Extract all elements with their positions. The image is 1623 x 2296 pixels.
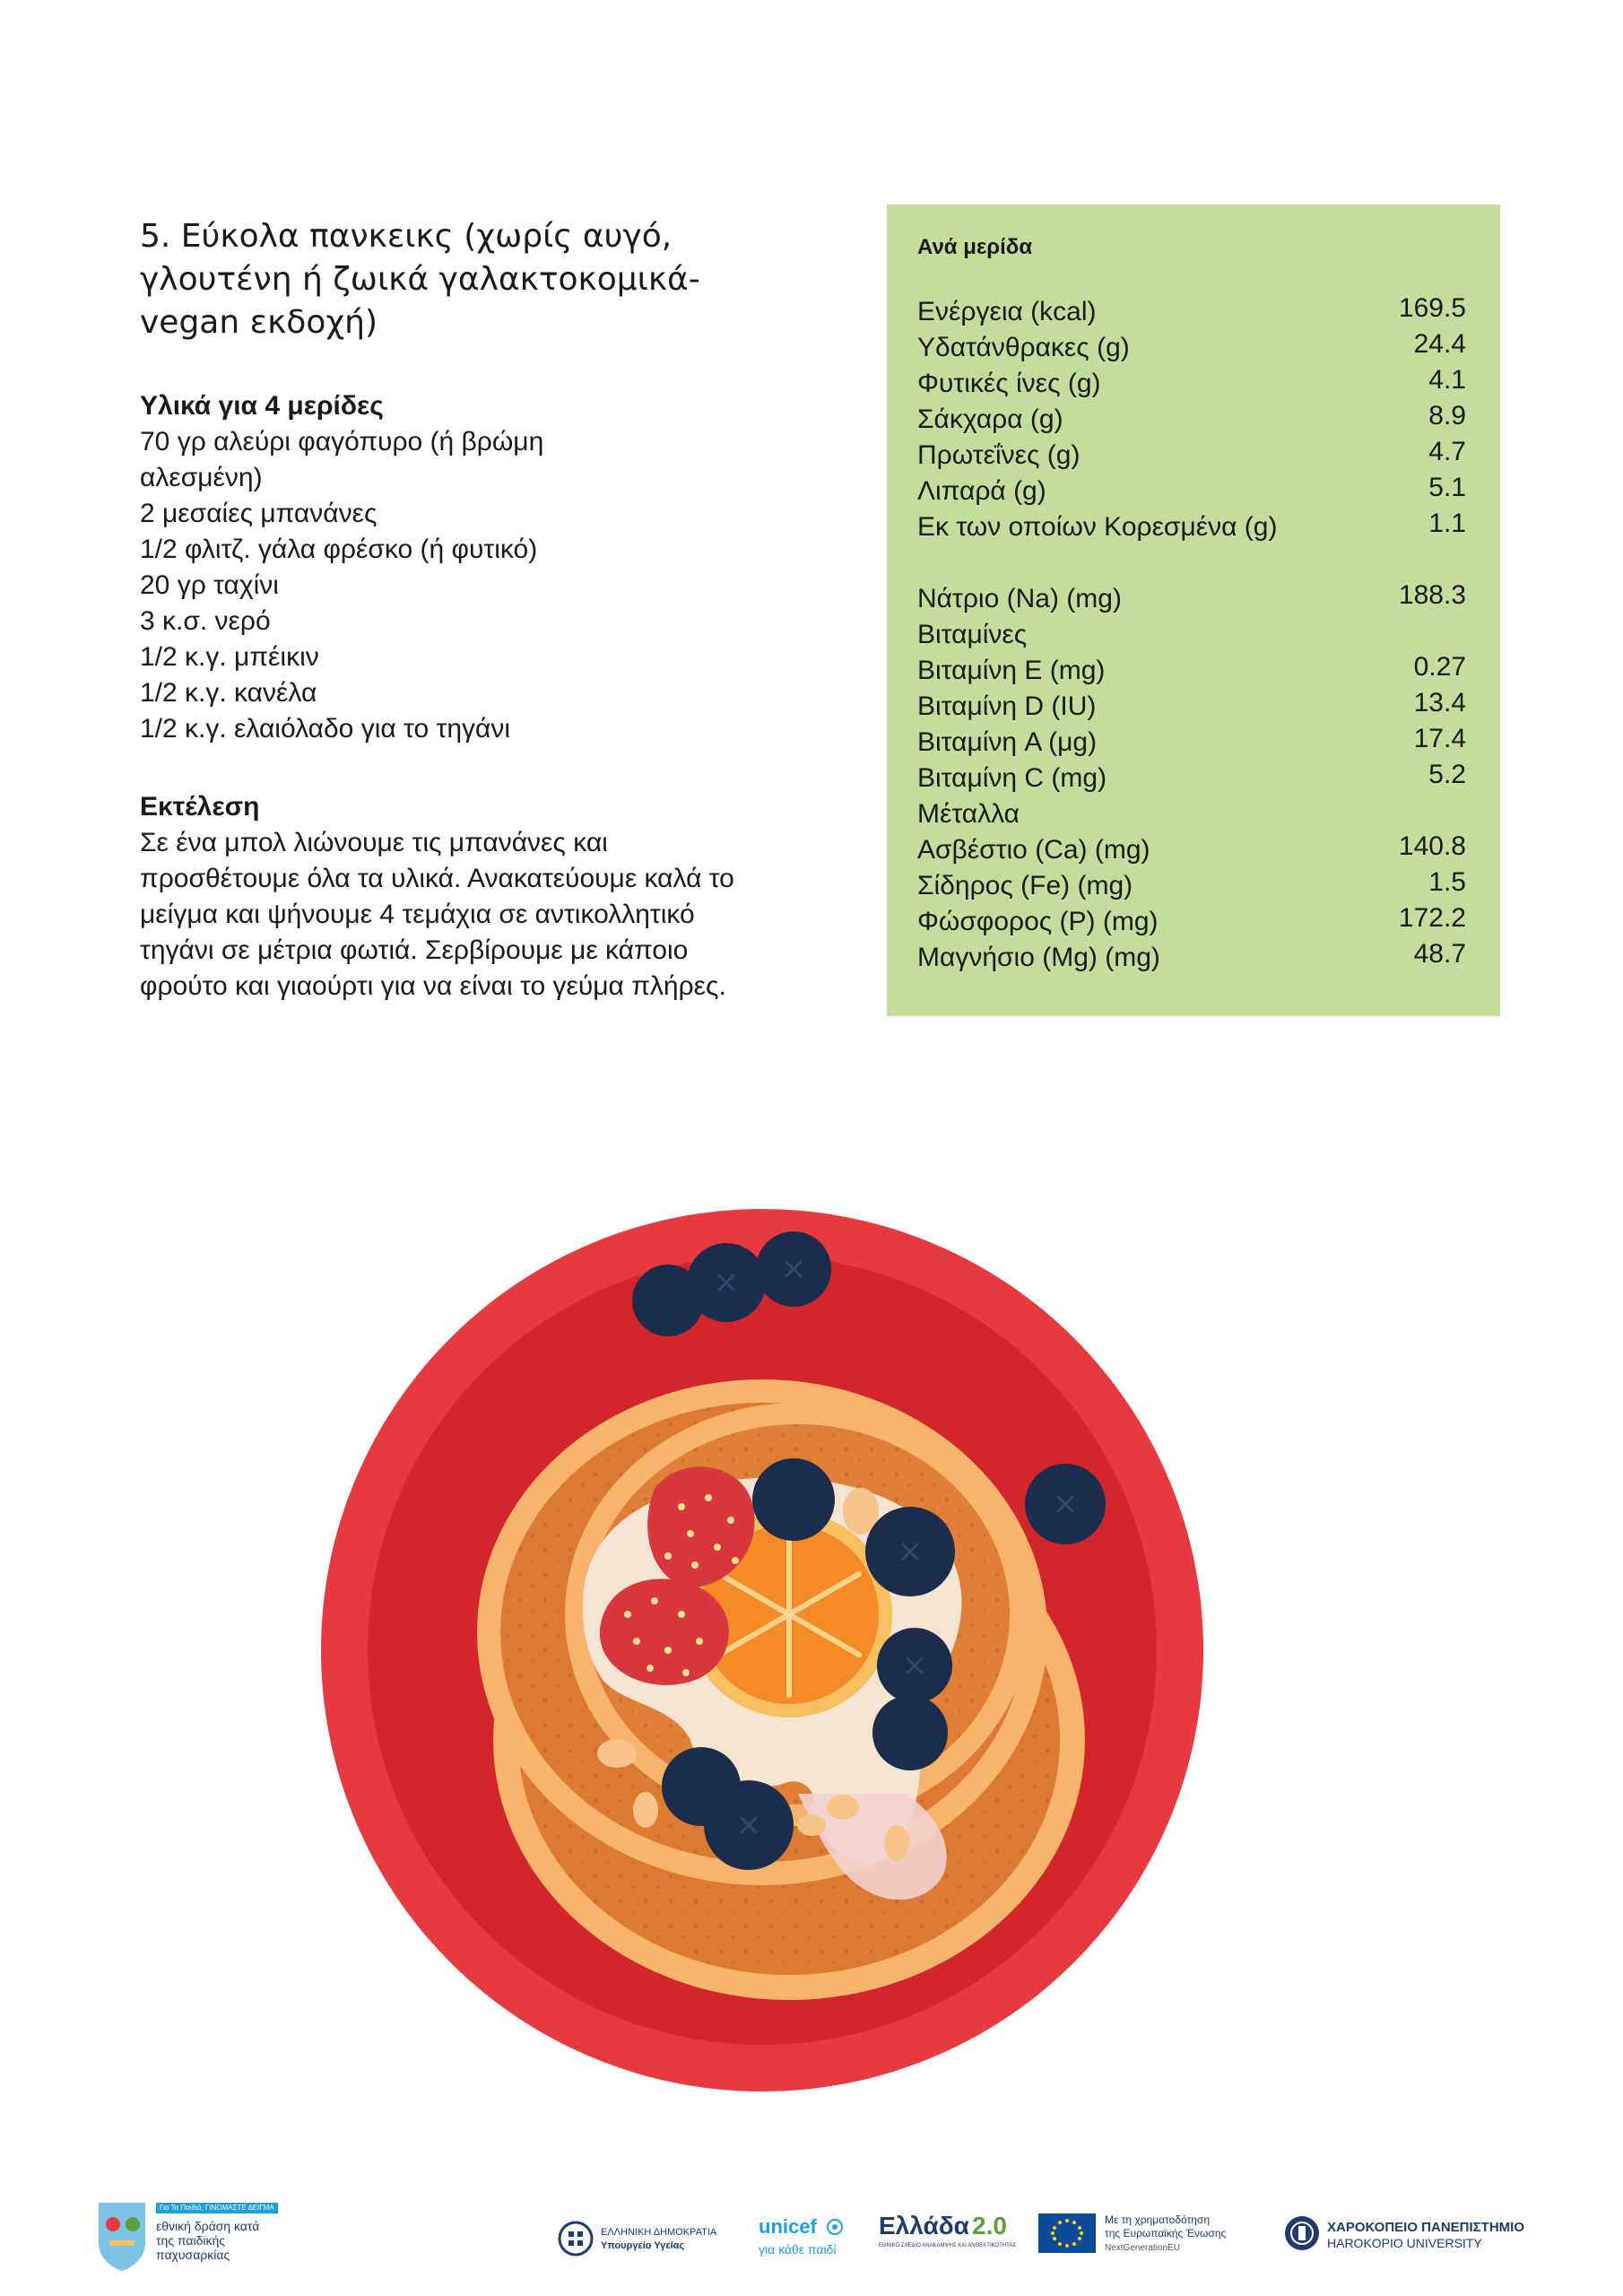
nutrition-label: Λιπαρά (g) bbox=[917, 476, 1046, 506]
nutrition-value: 169.5 bbox=[1398, 293, 1466, 323]
method-text: Σε ένα μπολ λιώνουμε τις μπανάνες και προσθέτουμε όλα τα υλικά. Ανακατεύουμε καλά το μείγμα και ψήνουμε 4 τεμάχια σε αντικολλητικό τηγάνι σε μέτρια φωτιά. Σερβίρουμε με κάποιο φρούτο και γιαούρτι για να είναι το γεύμα πλήρες. bbox=[140, 828, 734, 1001]
nutrition-value: 188.3 bbox=[1398, 580, 1466, 610]
nutrition-value: 1.5 bbox=[1428, 867, 1466, 897]
campaign-logo bbox=[93, 2197, 282, 2278]
nutrition-value: 5.2 bbox=[1428, 760, 1466, 789]
ingredient-item: 3 κ.σ. νερό bbox=[140, 606, 271, 636]
ministry-logo bbox=[558, 2217, 737, 2262]
ingredients-heading: Υλικά για 4 μερίδες bbox=[140, 391, 384, 421]
nutrition-label: Μέταλλα bbox=[917, 799, 1020, 829]
harokopio-logo bbox=[1284, 2213, 1553, 2258]
ministry-line1: ΕΛΛΗΝΙΚΗ ΔΗΜΟΚΡΑΤΙΑ bbox=[601, 2227, 717, 2238]
footer-logos bbox=[0, 2188, 1623, 2296]
eu-line2: της Ευρωπαϊκής Ένωσης bbox=[1105, 2227, 1227, 2239]
greece20-version: 2.0 bbox=[972, 2212, 1007, 2239]
greek-emblem-icon bbox=[558, 2221, 594, 2257]
nutrition-row-fat bbox=[917, 474, 1466, 509]
ingredient-item: 1/2 κ.γ. ελαιόλαδο για το τηγάνι bbox=[140, 714, 511, 744]
nutrition-row-calcium bbox=[917, 832, 1466, 868]
eu-flag-icon bbox=[1038, 2213, 1096, 2253]
ingredients-list bbox=[140, 424, 642, 747]
method-heading: Εκτέλεση bbox=[140, 792, 260, 822]
unicef-tagline: για κάθε παιδί bbox=[759, 2242, 837, 2257]
nutrition-label: Φώσφορος (P) (mg) bbox=[917, 907, 1159, 936]
nutrition-value: 48.7 bbox=[1413, 939, 1466, 969]
nutrition-row-carbs bbox=[917, 330, 1466, 366]
nutrition-label: Σάκχαρα (g) bbox=[917, 404, 1063, 434]
nutrition-row-fiber bbox=[917, 366, 1466, 402]
nutrition-label: Φυτικές ίνες (g) bbox=[917, 369, 1101, 398]
nutrition-row-energy bbox=[917, 294, 1466, 330]
greece20-sub: ΕΘΝΙΚΟ ΣΧΕΔΙΟ ΑΝΑΚΑΜΨΗΣ ΚΑΙ ΑΝΘΕΚΤΙΚΟΤΗΤΑΣ bbox=[879, 2243, 1017, 2248]
pancake-plate-illustration bbox=[314, 1166, 1211, 2117]
nutrition-row-vitamin-c bbox=[917, 761, 1466, 796]
nutrition-label: Βιταμίνη A (μg) bbox=[917, 727, 1098, 757]
harokopio-line1: ΧΑΡΟΚΟΠΕΙΟ ΠΑΝΕΠΙΣΤΗΜΙΟ bbox=[1327, 2220, 1524, 2235]
nutrition-value: 24.4 bbox=[1413, 329, 1466, 359]
ingredient-item: 1/2 κ.γ. μπέικιν bbox=[140, 642, 319, 672]
greece20-logo bbox=[879, 2212, 1022, 2266]
ingredient-item: 70 γρ αλεύρι φαγόπυρο (ή βρώμη αλεσμένη) bbox=[140, 427, 544, 492]
nutrition-label: Σίδηρος (Fe) (mg) bbox=[917, 871, 1133, 900]
nutrition-row-saturated bbox=[917, 509, 1466, 545]
nutrition-row-vitamin-e bbox=[917, 653, 1466, 689]
unicef-logo bbox=[759, 2215, 857, 2260]
nutrition-header: Ανά μερίδα bbox=[917, 235, 1033, 259]
nutrition-value: 0.27 bbox=[1413, 652, 1466, 682]
campaign-emblem-icon bbox=[93, 2197, 151, 2273]
nutrition-label: Ασβέστιο (Ca) (mg) bbox=[917, 835, 1150, 865]
nutrition-label: Εκ των οποίων Κορεσμένα (g) bbox=[917, 512, 1278, 542]
nutrition-value: 140.8 bbox=[1398, 831, 1466, 861]
nutrition-row-iron bbox=[917, 868, 1466, 904]
nutrition-row-vitamin-a bbox=[917, 725, 1466, 761]
ingredient-item: 1/2 φλιτζ. γάλα φρέσκο (ή φυτικό) bbox=[140, 535, 538, 564]
harokopio-line2: HAROKOPIO UNIVERSITY bbox=[1327, 2236, 1482, 2250]
ministry-line2: Υπουργείο Υγείας bbox=[601, 2240, 685, 2251]
nutrition-label: Βιταμίνη C (mg) bbox=[917, 763, 1107, 793]
nutrition-section-minerals bbox=[917, 796, 1466, 832]
nutrition-section-vitamins bbox=[917, 617, 1466, 653]
campaign-banner: Για Τα Παιδιά, ΓΙΝΟΜΑΣΤΕ ΔΕΙΓΜΑ bbox=[156, 2203, 278, 2213]
harokopio-seal-icon bbox=[1284, 2215, 1320, 2251]
nutrition-label: Βιταμίνες bbox=[917, 620, 1028, 649]
nutrition-label: Ενέργεια (kcal) bbox=[917, 297, 1097, 326]
unicef-globe-icon bbox=[827, 2219, 843, 2235]
nutrition-row-sugars bbox=[917, 402, 1466, 438]
unicef-name: unicef bbox=[759, 2215, 817, 2238]
nutrition-row-vitamin-d bbox=[917, 689, 1466, 725]
nutrition-value: 8.9 bbox=[1428, 401, 1466, 430]
nutrition-value: 172.2 bbox=[1398, 903, 1466, 933]
recipe-title: 5. Εύκολα πανκεικς (χωρίς αυγό, γλουτένη ή ζωικά γαλακτοκομικά- vegan εκδοχή) bbox=[140, 218, 700, 341]
nutrition-value: 5.1 bbox=[1428, 473, 1466, 502]
nutrition-value: 4.1 bbox=[1428, 365, 1466, 395]
nutrition-row-magnesium bbox=[917, 940, 1466, 976]
nutrition-value: 4.7 bbox=[1428, 437, 1466, 466]
nutrition-label: Βιταμίνη D (IU) bbox=[917, 691, 1097, 721]
nutrition-label: Υδατάνθρακες (g) bbox=[917, 333, 1130, 362]
ingredient-item: 1/2 κ.γ. κανέλα bbox=[140, 678, 317, 708]
nutrition-row-phosphorus bbox=[917, 904, 1466, 940]
ingredient-item: 2 μεσαίες μπανάνες bbox=[140, 499, 378, 528]
nutrition-label: Πρωτεΐνες (g) bbox=[917, 440, 1081, 470]
eu-logo bbox=[1038, 2210, 1271, 2264]
nutrition-row-protein bbox=[917, 438, 1466, 474]
nutrition-row-sodium bbox=[917, 581, 1466, 617]
nutrition-label: Βιταμίνη E (mg) bbox=[917, 656, 1106, 685]
nutrition-panel bbox=[887, 204, 1500, 1016]
nutrition-value: 1.1 bbox=[1428, 509, 1466, 538]
nutrition-label: Μαγνήσιο (Mg) (mg) bbox=[917, 943, 1160, 972]
greece20-name: Ελλάδα bbox=[879, 2212, 969, 2239]
nutrition-label: Νάτριο (Na) (mg) bbox=[917, 584, 1122, 613]
ingredient-item: 20 γρ ταχίνι bbox=[140, 570, 279, 600]
campaign-text: εθνική δράση κατά της παιδικής παχυσαρκίας bbox=[156, 2219, 260, 2262]
nutrition-value: 17.4 bbox=[1413, 724, 1466, 753]
strawberry bbox=[600, 1578, 729, 1685]
eu-line3: NextGenerationEU bbox=[1105, 2243, 1180, 2253]
eu-line1: Με τη χρηματοδότηση bbox=[1105, 2213, 1210, 2226]
nutrition-value: 13.4 bbox=[1413, 688, 1466, 718]
